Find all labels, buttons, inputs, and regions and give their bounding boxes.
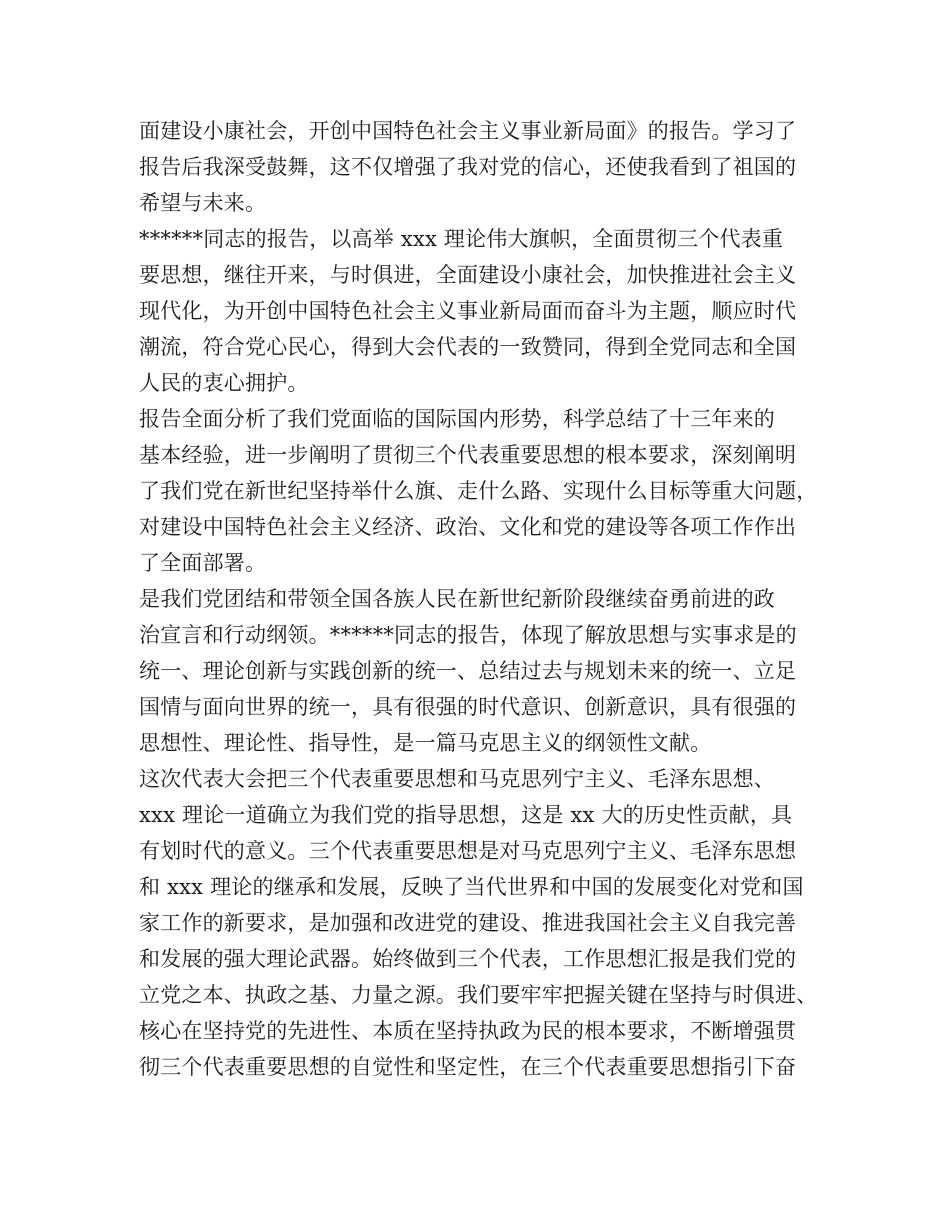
text-line: 是我们党团结和带领全国各族人民在新世纪新阶段继续奋勇前进的政 <box>139 587 775 611</box>
text-line: 思想性、理论性、指导性，是一篇马克思主义的纲领性文献。 <box>139 731 712 755</box>
text-line: 家工作的新要求，是加强和改进党的建设、推进我国社会主义自我完善 <box>139 911 797 935</box>
text-line: 国情与面向世界的统一，具有很强的时代意识、创新意识，具有很强的 <box>139 695 797 719</box>
text-line: 报告全面分析了我们党面临的国际国内形势，科学总结了十三年来的 <box>139 407 775 431</box>
text-line: 有划时代的意义。三个代表重要思想是对马克思列宁主义、毛泽东思想 <box>139 839 797 863</box>
text-line: 立党之本、执政之基、力量之源。我们要牢牢把握关键在坚持与时俱进、 <box>139 983 818 1007</box>
text-line: 统一、理论创新与实践创新的统一、总结过去与规划未来的统一、立足 <box>139 659 797 683</box>
text-line: ******同志的报告，以高举 xxx 理论伟大旗帜，全面贯彻三个代表重 <box>139 227 784 251</box>
text-line: 和 xxx 理论的继承和发展，反映了当代世界和中国的发展变化对党和国 <box>139 875 804 899</box>
text-line: 报告后我深受鼓舞，这不仅增强了我对党的信心，还使我看到了祖国的 <box>139 155 797 179</box>
text-line: 希望与未来。 <box>139 191 267 215</box>
text-line: 人民的衷心拥护。 <box>139 371 309 395</box>
text-line: 对建设中国特色社会主义经济、政治、文化和党的建设等各项工作作出 <box>139 515 797 539</box>
text-line: 面建设小康社会，开创中国特色社会主义事业新局面》的报告。学习了 <box>139 119 797 143</box>
text-line: 现代化，为开创中国特色社会主义事业新局面而奋斗为主题，顺应时代 <box>139 299 797 323</box>
text-line: 要思想，继往开来，与时俱进，全面建设小康社会，加快推进社会主义 <box>139 263 797 287</box>
text-line: 治宣言和行动纲领。******同志的报告，体现了解放思想与实事求是的 <box>139 623 797 647</box>
text-line: 基本经验，进一步阐明了贯彻三个代表重要思想的根本要求，深刻阐明 <box>139 443 797 467</box>
text-line: 和发展的强大理论武器。始终做到三个代表，工作思想汇报是我们党的 <box>139 947 797 971</box>
text-line: 彻三个代表重要思想的自觉性和坚定性，在三个代表重要思想指引下奋 <box>139 1055 797 1079</box>
body-text <box>139 113 829 1085</box>
text-line: 这次代表大会把三个代表重要思想和马克思列宁主义、毛泽东思想、 <box>139 767 775 791</box>
text-line: 潮流，符合党心民心，得到大会代表的一致赞同，得到全党同志和全国 <box>139 335 797 359</box>
text-line: 了我们党在新世纪坚持举什么旗、走什么路、实现什么目标等重大问题， <box>139 479 818 503</box>
text-line: xxx 理论一道确立为我们党的指导思想，这是 xx 大的历史性贡献，具 <box>139 803 793 827</box>
text-line: 核心在坚持党的先进性、本质在坚持执政为民的根本要求，不断增强贯 <box>139 1019 797 1043</box>
text-line: 了全面部署。 <box>139 551 267 575</box>
